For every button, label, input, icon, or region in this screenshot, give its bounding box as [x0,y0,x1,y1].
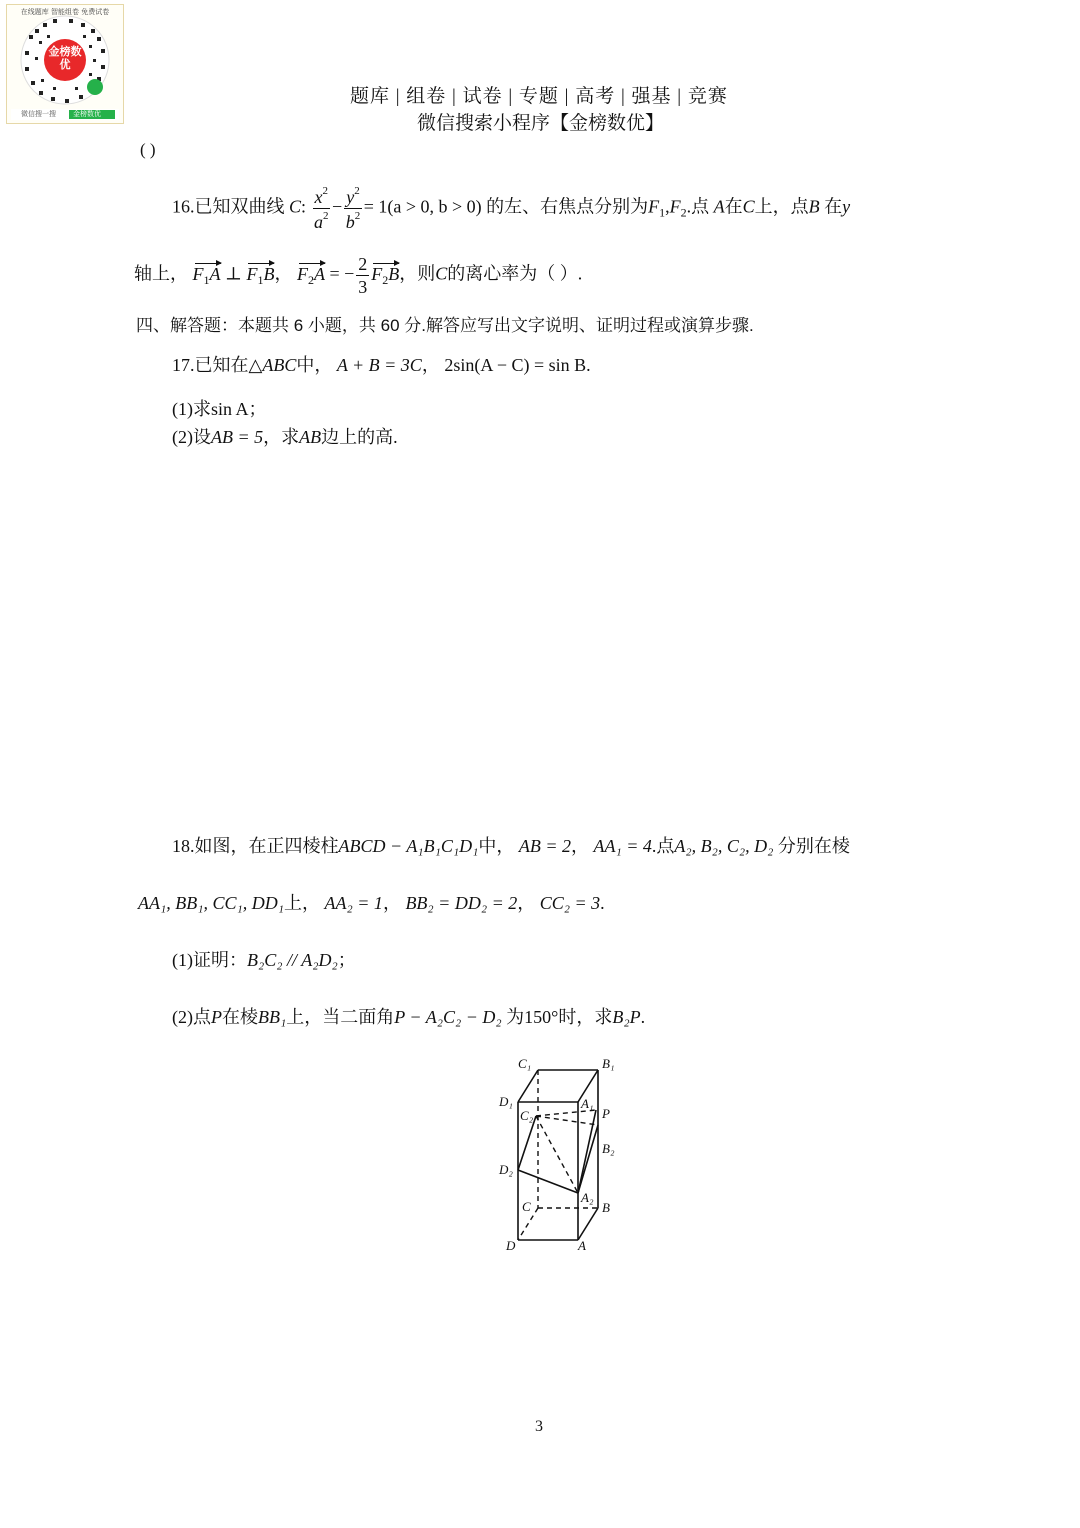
q18-on-edges: 分别在棱 [777,836,850,856]
q17-comma: ， [421,355,440,375]
q18-on: 上， [284,893,321,913]
q16-on-text: 在 [724,196,743,217]
label-d2: D₂ [499,1162,513,1177]
var-a: a [314,212,324,232]
q18-part1-end: ； [337,950,356,970]
edge-ab [578,1208,598,1240]
q17-triangle: △ABC [248,355,297,375]
q18-part2-label: (2)点 [172,1007,211,1027]
q18-comma-3: ， [517,893,536,913]
perp-symbol: ⊥ [225,263,242,284]
fraction-2-3 [356,255,369,296]
header-links[interactable]: 题库 | 组卷 | 试卷 | 专题 | 高考 | 强基 | 竞赛 [350,86,728,107]
q18-part1-expr: B₂C₂ // A₂D₂ [247,950,338,970]
y-axis-var: y [842,196,851,217]
qr-code-badge[interactable] [6,4,124,124]
vector-f1b: $F_1B$ [246,263,275,287]
q17-part2-label: (2)设 [172,427,211,447]
q18-end: . [600,893,605,913]
badge-search-label: 金榜数优 [73,110,101,118]
vector-f2b: $F_2B$ [371,263,400,287]
q16-eq-minus: = − [329,263,355,284]
question-18-line-2 [138,889,605,915]
focus-f2: F [669,196,681,217]
q18-comma: ， [570,836,589,856]
focus-f1: F [648,196,660,217]
question-18-part-1 [172,946,356,972]
q18-points: A₂, B₂, C₂, D₂ [674,836,774,856]
edge-d2c2 [518,1116,536,1170]
badge-ring-text: 在线题库 智能组卷 免费试卷 [20,8,110,16]
question-17-part-2 [172,423,398,449]
var-x: x [314,187,323,207]
label-d1: D₁ [499,1094,513,1109]
q17-part1-label: (1)求 [172,399,211,419]
q18-part2-angle: P − A₂C₂ − D₂ [394,1007,502,1027]
q16-colon: : [301,196,307,217]
q18-bb2: BB₂ = DD₂ = 2 [405,893,518,913]
frac-num: 2 [358,254,368,274]
q17-part2-ab: AB [299,427,322,447]
q18-part2-bb1: BB₁ [258,1007,287,1027]
label-c2: C₂ [520,1108,534,1123]
q17-part2-end: 边上的高. [321,427,398,447]
q16-mid-text: 的左、右焦点分别为 [486,196,649,217]
label-p: P [602,1106,610,1121]
edge-c2a2-hidden [536,1116,578,1193]
badge-bottom-text: 微信搜一搜 [21,110,56,118]
q18-part2-for: 为 [506,1007,525,1027]
q17-condition-2: 2sin(A − C) = sin B [444,355,587,375]
label-c: C [522,1199,531,1214]
comma: ， [274,263,293,284]
badge-center-text: 金榜数优 [48,45,82,71]
prism-figure [490,1050,630,1260]
question-17-part-1 [172,395,267,421]
question-16-line-2 [134,255,582,296]
q17-mid: 中， [296,355,333,375]
q18-part2-end: . [640,1007,646,1027]
label-d: D [506,1238,516,1253]
question-17-intro [172,351,591,377]
q16-point-text: .点 [686,196,710,217]
q17-part2-mid: ，求 [263,427,300,447]
point-b: B [808,196,820,217]
label-c1: C₁ [518,1056,532,1071]
mini-program-line: 微信搜索小程序【金榜数优】 [417,113,665,134]
var-b: b [345,212,355,232]
edge-c2b2-hidden [536,1116,598,1125]
point-a: A [713,196,725,217]
fraction-x2-a2: $\frac{x^2}{a^2}$ [314,185,329,232]
answer-blank: ( ) [140,140,156,159]
q16-then-text: ，则 [399,263,436,284]
q18-ab: AB = 2 [518,836,571,856]
curve-c-ref: C [742,196,755,217]
q16-ecc-text: 的离心率为（ ）. [447,263,583,284]
q18-part1-label: (1)证明： [172,950,247,970]
frac-den: 3 [358,277,368,297]
edge-d2a2 [518,1170,578,1193]
label-a1: A₁ [581,1096,594,1111]
q18-aa1: AA₁ = 4 [593,836,652,856]
q18-part2-target: B₂P [612,1007,641,1027]
label-a2: A₂ [581,1190,594,1205]
q18-points-text: .点 [651,836,675,856]
curve-c-ref-2: C [435,263,448,284]
question-18-intro [172,832,850,858]
q18-part2-when: 时，求 [558,1007,613,1027]
page-number: 3 [535,1418,543,1435]
q18-mid: 中， [478,836,515,856]
label-a: A [578,1238,586,1253]
fraction-y2-b2: $\frac{y^2}{b^2}$ [345,185,361,232]
q17-end: . [586,355,591,375]
q16-at-text: 在 [824,196,843,217]
q16-line2-start: 轴上， [134,263,188,284]
q18-edges: AA₁, BB₁, CC₁, DD₁ [138,893,285,913]
q18-cc2: CC₂ = 3 [539,893,601,913]
q18-part2-p: P [211,1007,222,1027]
q18-part2-on: 在棱 [222,1007,258,1027]
question-16-line-1: 16.已知双曲线 C: $\frac{x^2}{a^2}$ − $\frac{y^2}{b^2}$ = 1(a > 0, b > 0) 的左、右焦点分别为$F_1,F_2$.点 A在C上，点B 在y [172,185,851,232]
label-b: B [602,1200,610,1215]
q17-part2-expr: AB = 5 [211,427,264,447]
q18-comma-2: ， [382,893,401,913]
q17-condition-1: A + B = 3C [336,355,422,375]
var-y: y [346,187,355,207]
label-b1: B₁ [602,1056,615,1071]
edge-d1c1 [518,1070,538,1102]
q17-part1-expr: sin A [211,399,249,419]
q18-aa2: AA₂ = 1 [324,893,383,913]
q17-part1-end: ； [248,399,267,419]
q16-on2-text: 上，点 [754,196,809,217]
q16-curve: C [289,196,302,217]
label-b2: B₂ [602,1141,615,1156]
q17-intro: 17.已知在 [172,355,249,375]
q18-intro: 18.如图，在正四棱柱 [172,836,339,856]
vector-f1a: $F_1A$ [192,263,221,287]
question-18-part-2 [172,1003,645,1029]
q16-number: 16.已知双曲线 [172,196,285,217]
q18-prism: ABCD − A₁B₁C₁D₁ [338,836,479,856]
q18-part2-deg: 150° [524,1007,559,1027]
vector-f2a: $F_2A$ [296,263,325,287]
q16-eq-rest: = 1(a > 0, b > 0) [363,196,482,217]
q18-part2-mid: 上，当二面角 [286,1007,395,1027]
section-heading-4: 四、解答题：本题共 6 小题，共 60 分.解答应写出文字说明、证明过程或演算步骤. [136,316,754,335]
